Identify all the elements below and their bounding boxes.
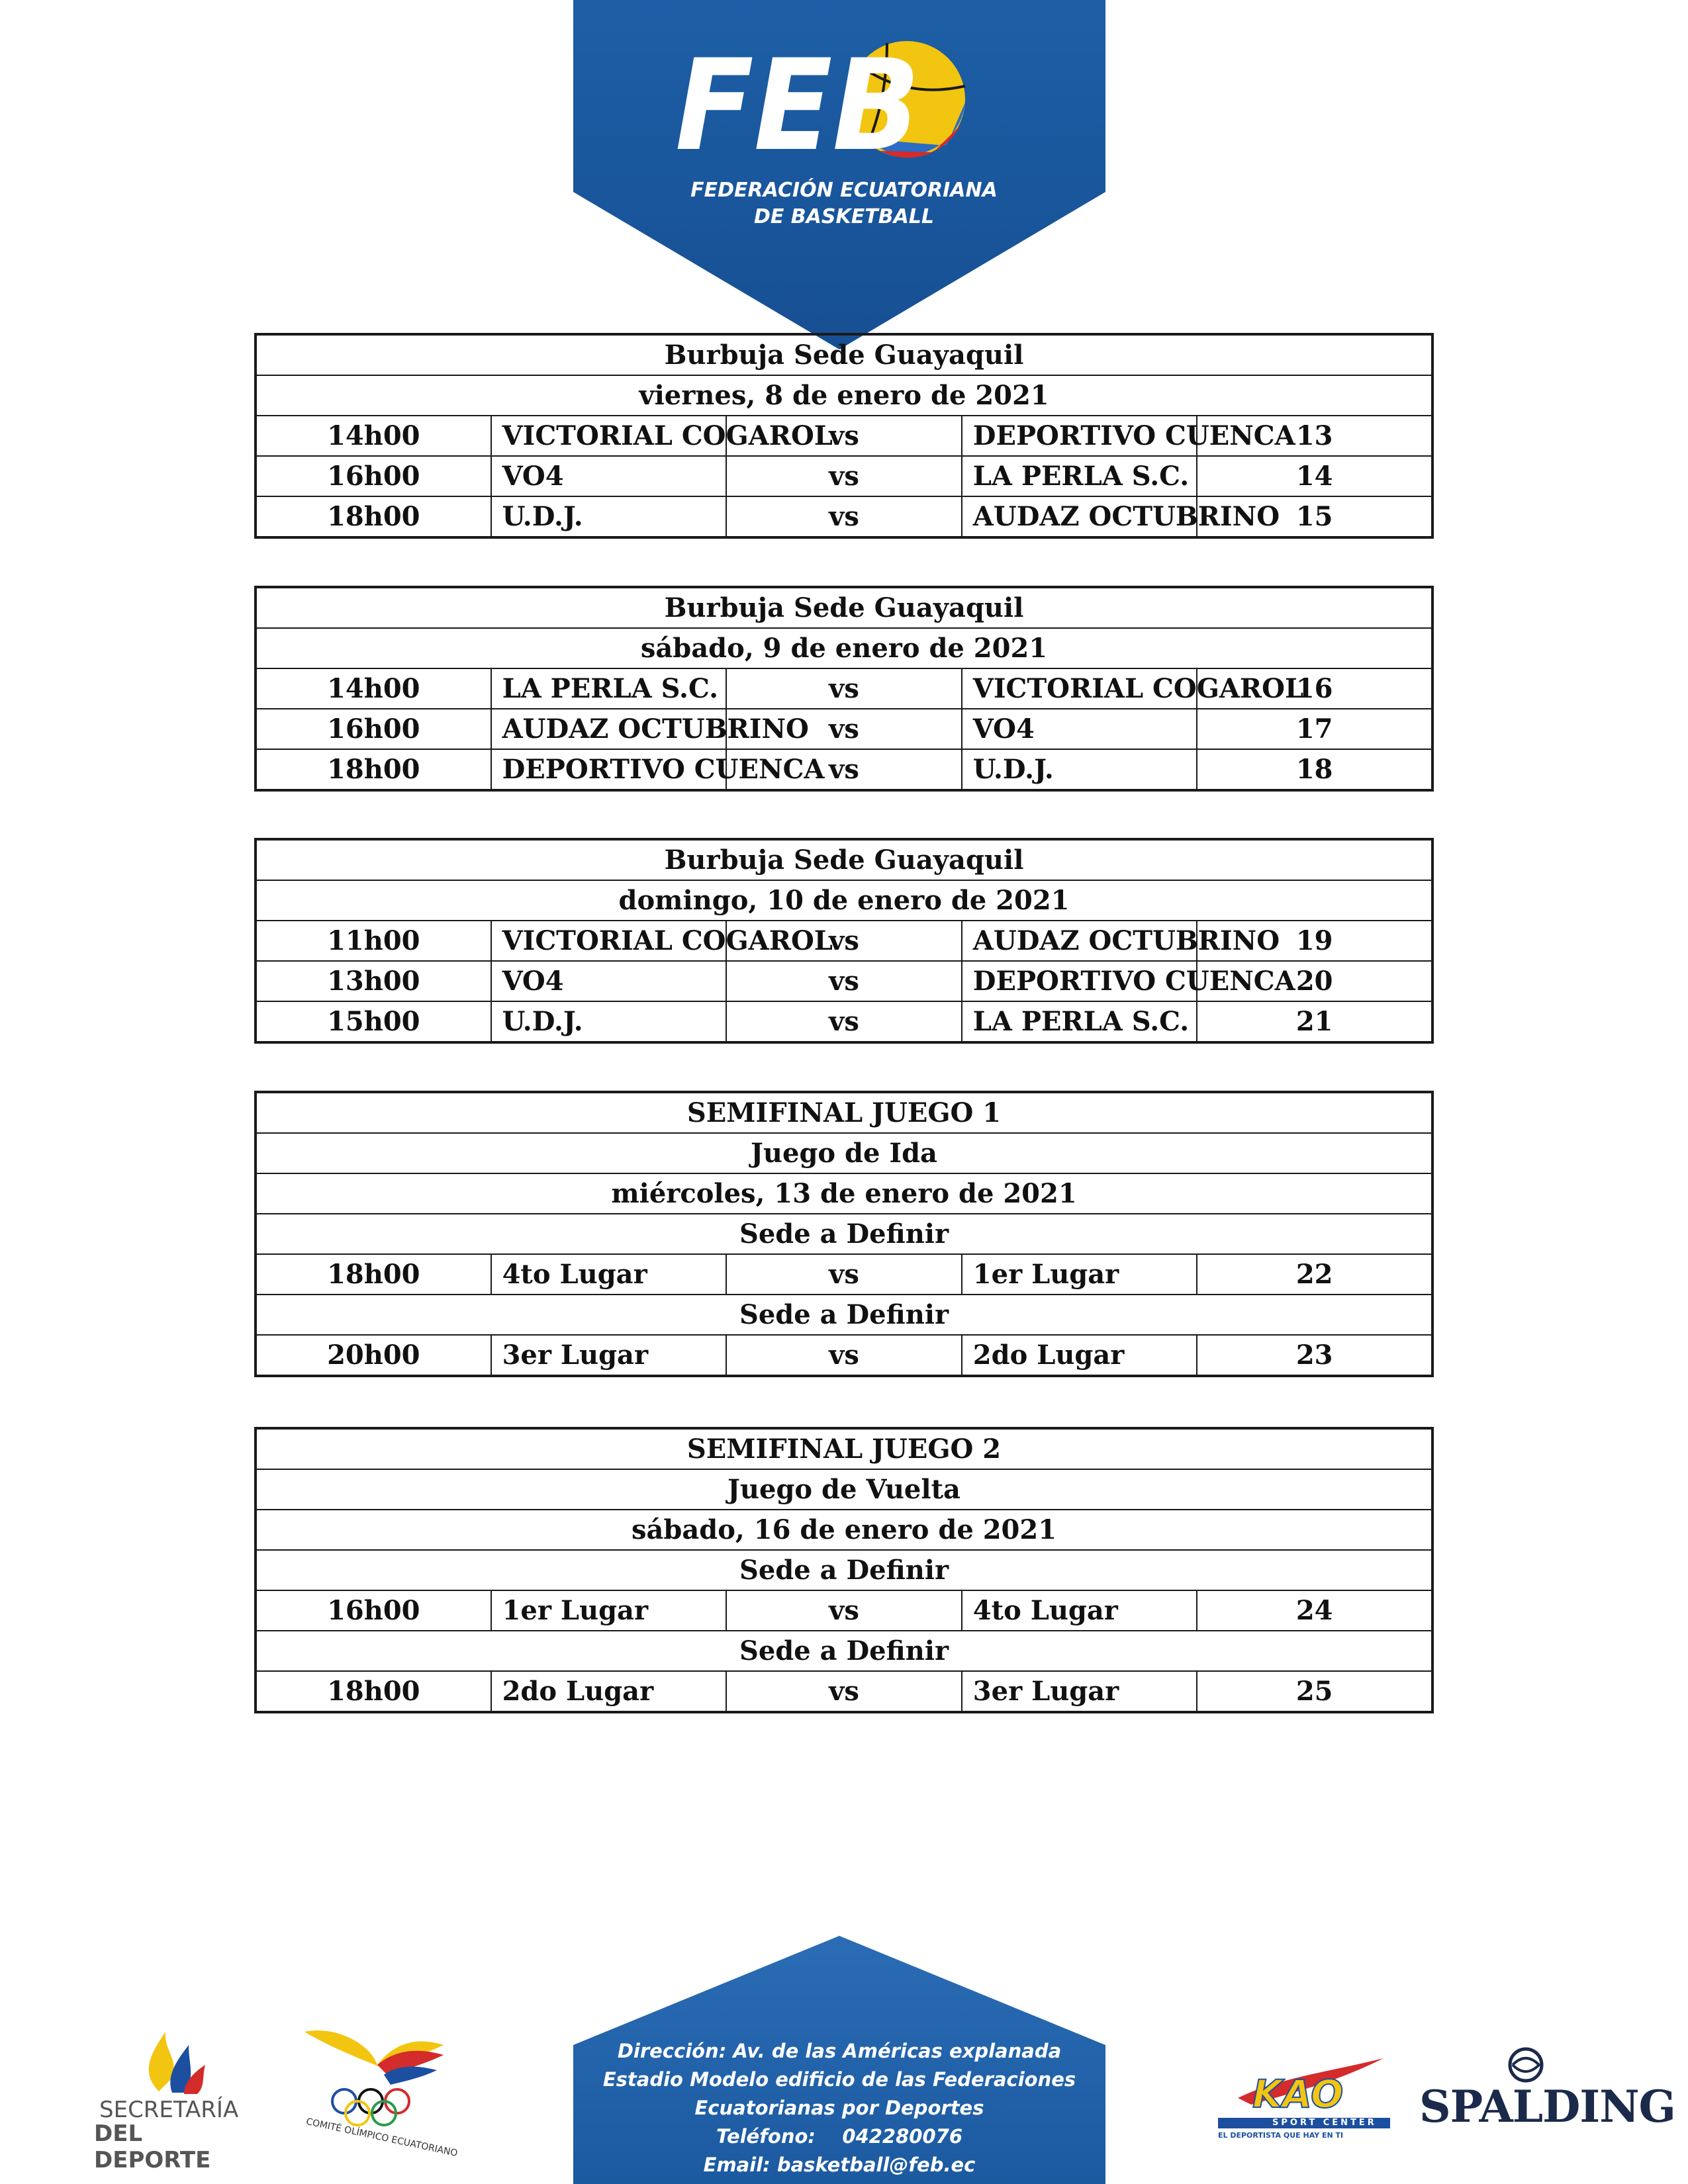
table-date: sábado, 9 de enero de 2021 <box>256 628 1432 668</box>
table-row <box>256 921 1432 961</box>
game-number: 25 <box>1197 1671 1432 1712</box>
caption-line-1: FEDERACIÓN ECUATORIANA <box>690 179 998 202</box>
federation-caption <box>616 177 1072 230</box>
table-row <box>256 961 1432 1001</box>
game-number: 15 <box>1197 496 1432 537</box>
secretaria-deporte-logo <box>79 2012 258 2173</box>
table-row <box>256 496 1432 537</box>
semifinal-table-1 <box>254 1091 1434 1377</box>
coe-text: COMITÉ OLÍMPICO ECUATORIANO <box>305 2116 459 2160</box>
table-row <box>256 1001 1432 1042</box>
table-row <box>256 1254 1432 1295</box>
vs-label: vs <box>726 749 962 790</box>
address-line-2: Estadio Modelo edificio de las Federaciones <box>602 2068 1076 2091</box>
home-team: VICTORIAL COGAROL <box>491 921 727 961</box>
away-team: DEPORTIVO CUENCA <box>962 961 1197 1001</box>
home-team: DEPORTIVO CUENCA <box>491 749 727 790</box>
home-team: VO4 <box>491 456 727 496</box>
caption-line-2: DE BASKETBALL <box>753 205 935 228</box>
game-time: 15h00 <box>256 1001 491 1042</box>
home-team: AUDAZ OCTUBRINO <box>491 709 727 749</box>
vs-label: vs <box>726 416 962 456</box>
venue-label: Sede a Definir <box>256 1550 1432 1590</box>
table-row <box>256 456 1432 496</box>
table-row <box>256 1335 1432 1376</box>
secretaria-line-1: SECRETARÍA <box>99 2097 239 2123</box>
address-line-3: Ecuatorianas por Deportes <box>694 2097 984 2119</box>
game-number: 21 <box>1197 1001 1432 1042</box>
game-number: 23 <box>1197 1335 1432 1376</box>
vs-label: vs <box>726 1001 962 1042</box>
game-number: 22 <box>1197 1254 1432 1295</box>
game-number: 13 <box>1197 416 1432 456</box>
spalding-name: SPALDING <box>1419 2081 1675 2132</box>
game-time: 14h00 <box>256 416 491 456</box>
vs-label: vs <box>726 668 962 709</box>
venue-label: Sede a Definir <box>256 1214 1432 1254</box>
vs-label: vs <box>726 1671 962 1712</box>
game-time: 14h00 <box>256 668 491 709</box>
kao-slogan: EL DEPORTISTA QUE HAY EN TI <box>1218 2131 1344 2140</box>
table-date: sábado, 16 de enero de 2021 <box>256 1510 1432 1550</box>
away-team: U.D.J. <box>962 749 1197 790</box>
table-date: miércoles, 13 de enero de 2021 <box>256 1173 1432 1214</box>
away-team: LA PERLA S.C. <box>962 456 1197 496</box>
spalding-logo <box>1417 2045 1675 2138</box>
home-team: LA PERLA S.C. <box>491 668 727 709</box>
table-row <box>256 1590 1432 1631</box>
game-time: 16h00 <box>256 709 491 749</box>
game-time: 18h00 <box>256 749 491 790</box>
schedule-table-1 <box>254 333 1434 539</box>
home-team: 2do Lugar <box>491 1671 727 1712</box>
coe-logo <box>298 2019 459 2160</box>
semifinal-table-2 <box>254 1427 1434 1713</box>
game-time: 18h00 <box>256 1254 491 1295</box>
schedule-table-3 <box>254 838 1434 1044</box>
away-team: AUDAZ OCTUBRINO <box>962 921 1197 961</box>
table-row <box>256 668 1432 709</box>
game-number: 17 <box>1197 709 1432 749</box>
away-team: AUDAZ OCTUBRINO <box>962 496 1197 537</box>
home-team: 4to Lugar <box>491 1254 727 1295</box>
kao-name: KAO <box>1252 2071 1344 2116</box>
game-number: 24 <box>1197 1590 1432 1631</box>
game-time: 16h00 <box>256 1590 491 1631</box>
home-team: 1er Lugar <box>491 1590 727 1631</box>
game-time: 11h00 <box>256 921 491 961</box>
vs-label: vs <box>726 1590 962 1631</box>
away-team: VO4 <box>962 709 1197 749</box>
table-date: viernes, 8 de enero de 2021 <box>256 375 1432 416</box>
secretaria-line-2: DEL DEPORTE <box>94 2120 211 2173</box>
home-team: U.D.J. <box>491 1001 727 1042</box>
table-row <box>256 749 1432 790</box>
table-title: SEMIFINAL JUEGO 2 <box>256 1428 1432 1469</box>
table-row <box>256 416 1432 456</box>
feb-logo-letters: FEB <box>675 32 920 179</box>
vs-label: vs <box>726 456 962 496</box>
footer-contact-info <box>583 2037 1096 2179</box>
game-number: 18 <box>1197 749 1432 790</box>
home-team: VO4 <box>491 961 727 1001</box>
game-time: 20h00 <box>256 1335 491 1376</box>
schedule-table-2 <box>254 586 1434 792</box>
away-team: DEPORTIVO CUENCA <box>962 416 1197 456</box>
game-time: 16h00 <box>256 456 491 496</box>
away-team: VICTORIAL COGAROL <box>962 668 1197 709</box>
table-row <box>256 1671 1432 1712</box>
game-number: 14 <box>1197 456 1432 496</box>
game-number: 20 <box>1197 961 1432 1001</box>
venue-label: Sede a Definir <box>256 1295 1432 1335</box>
flame-icon <box>79 2012 258 2098</box>
away-team: 4to Lugar <box>962 1590 1197 1631</box>
game-time: 18h00 <box>256 1671 491 1712</box>
kao-sub: SPORT CENTER <box>1272 2118 1377 2128</box>
game-time: 18h00 <box>256 496 491 537</box>
table-date: domingo, 10 de enero de 2021 <box>256 880 1432 921</box>
game-number: 16 <box>1197 668 1432 709</box>
home-team: 3er Lugar <box>491 1335 727 1376</box>
vs-label: vs <box>726 921 962 961</box>
game-time: 13h00 <box>256 961 491 1001</box>
spalding-ball-icon <box>1417 2045 1635 2085</box>
table-row <box>256 709 1432 749</box>
vs-label: vs <box>726 496 962 537</box>
home-team: U.D.J. <box>491 496 727 537</box>
table-title: Burbuja Sede Guayaquil <box>256 334 1432 375</box>
phone-line: Teléfono: 042280076 <box>716 2125 962 2148</box>
away-team: 2do Lugar <box>962 1335 1197 1376</box>
game-number: 19 <box>1197 921 1432 961</box>
vs-label: vs <box>726 1335 962 1376</box>
vs-label: vs <box>726 709 962 749</box>
table-subtitle: Juego de Vuelta <box>256 1469 1432 1510</box>
away-team: 3er Lugar <box>962 1671 1197 1712</box>
table-title: SEMIFINAL JUEGO 1 <box>256 1092 1432 1133</box>
away-team: LA PERLA S.C. <box>962 1001 1197 1042</box>
away-team: 1er Lugar <box>962 1254 1197 1295</box>
home-team: VICTORIAL COGAROL <box>491 416 727 456</box>
feb-logo <box>669 32 980 179</box>
table-title: Burbuja Sede Guayaquil <box>256 587 1432 628</box>
email-line: Email: basketball@feb.ec <box>703 2154 976 2176</box>
kao-logo <box>1211 2052 1397 2144</box>
venue-label: Sede a Definir <box>256 1631 1432 1671</box>
vs-label: vs <box>726 1254 962 1295</box>
address-line-1: Dirección: Av. de las Américas explanada <box>617 2040 1062 2062</box>
table-title: Burbuja Sede Guayaquil <box>256 839 1432 880</box>
vs-label: vs <box>726 961 962 1001</box>
table-subtitle: Juego de Ida <box>256 1133 1432 1173</box>
